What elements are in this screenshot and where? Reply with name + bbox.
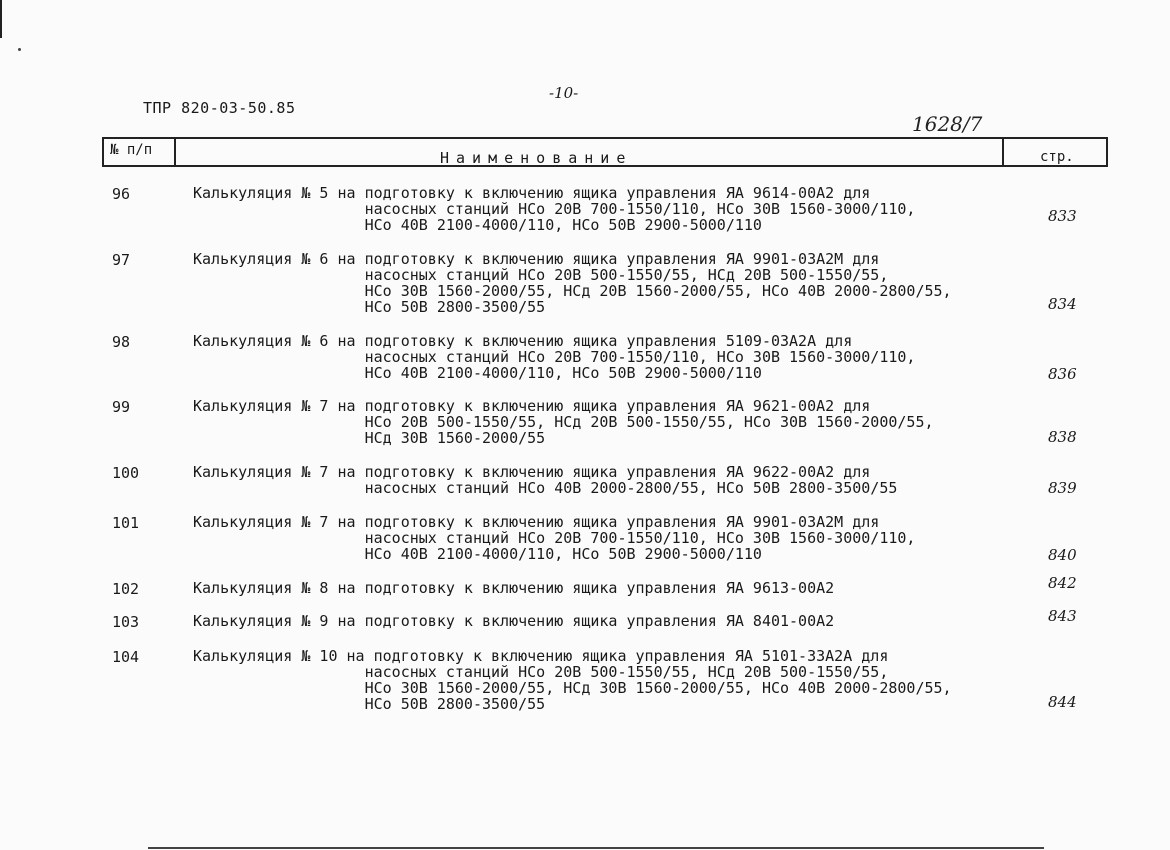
header-divider — [102, 137, 104, 167]
row-number: 96 — [112, 185, 131, 203]
row-text: Калькуляция № 7 на подготовку к включению ящика управления ЯА 9622-00А2 для насосных станций НСо 40В 2000-2800/55, НСо 50В 2800-3500/55 — [193, 463, 898, 497]
row-text: Калькуляция № 8 на подготовку к включению ящика управления ЯА 9613-00А2 — [193, 579, 835, 597]
row-text: Калькуляция № 6 на подготовку к включению ящика управления 5109-03А2А для насосных станций НСо 20В 700-1550/110, НСо 30В 1560-3000/110, НСо 40В 2100-4000/110, НСо 50В 2900-5000/110 — [193, 332, 916, 382]
row-page: 839 — [1048, 479, 1077, 497]
row-page: 844 — [1048, 693, 1077, 711]
row-page: 838 — [1048, 428, 1077, 446]
row-text: Калькуляция № 10 на подготовку к включению ящика управления ЯА 5101-33А2А для насосных станций НСо 20В 500-1550/55, НСд 20В 500-1550/55, НСо 30В 1560-2000/55, НСд 30В 1560-2000/55, НСо 40В 2000-2800/55, НСо 50В 2800-3500/55 — [193, 647, 952, 713]
header-divider — [1002, 137, 1004, 167]
row-page: 834 — [1048, 295, 1077, 313]
row-page: 842 — [1048, 574, 1077, 592]
row-page: 833 — [1048, 207, 1077, 225]
row-text: Калькуляция № 6 на подготовку к включению ящика управления ЯА 9901-03А2М для насосных станций НСо 20В 500-1550/55, НСд 20В 500-1550/55, НСо 30В 1560-2000/55, НСд 20В 1560-2000/55, НСо 40В 2000-2800/55, НСо 50В 2800-3500/55 — [193, 250, 952, 316]
header-divider — [174, 137, 176, 167]
bottom-rule — [148, 847, 1044, 849]
document-code: ТПР 820-03-50.85 — [143, 99, 296, 117]
row-page: 840 — [1048, 546, 1077, 564]
row-text: Калькуляция № 5 на подготовку к включению ящика управления ЯА 9614-00А2 для насосных станций НСо 20В 700-1550/110, НСо 30В 1560-3000/110, НСо 40В 2100-4000/110, НСо 50В 2900-5000/110 — [193, 184, 916, 234]
row-number: 101 — [112, 514, 140, 532]
page-number: -10- — [549, 84, 579, 102]
handwritten-number: 1628/7 — [912, 112, 983, 136]
scan-edge-mark — [0, 0, 2, 38]
header-name-label: Наименование — [440, 149, 633, 167]
row-number: 103 — [112, 613, 140, 631]
header-top-rule — [102, 137, 1108, 139]
row-text: Калькуляция № 9 на подготовку к включению ящика управления ЯА 8401-00А2 — [193, 612, 835, 630]
header-page-label: стр. — [1040, 149, 1074, 165]
row-number: 98 — [112, 333, 131, 351]
header-divider — [1106, 137, 1108, 167]
row-page: 836 — [1048, 365, 1077, 383]
row-page: 843 — [1048, 607, 1077, 625]
row-number: 102 — [112, 580, 140, 598]
row-number: 99 — [112, 398, 131, 416]
row-number: 100 — [112, 464, 140, 482]
table-header — [102, 137, 1108, 167]
row-number: 104 — [112, 648, 140, 666]
row-number: 97 — [112, 251, 131, 269]
header-number-label: № п/п — [110, 142, 153, 158]
row-text: Калькуляция № 7 на подготовку к включению ящика управления ЯА 9901-03А2М для насосных станций НСо 20В 700-1550/110, НСо 30В 1560-3000/110, НСо 40В 2100-4000/110, НСо 50В 2900-5000/110 — [193, 513, 916, 563]
scan-dot — [18, 48, 21, 51]
row-text: Калькуляция № 7 на подготовку к включению ящика управления ЯА 9621-00А2 для НСо 20В 500-1550/55, НСд 20В 500-1550/55, НСо 30В 1560-2000/55, НСд 30В 1560-2000/55 — [193, 397, 934, 447]
